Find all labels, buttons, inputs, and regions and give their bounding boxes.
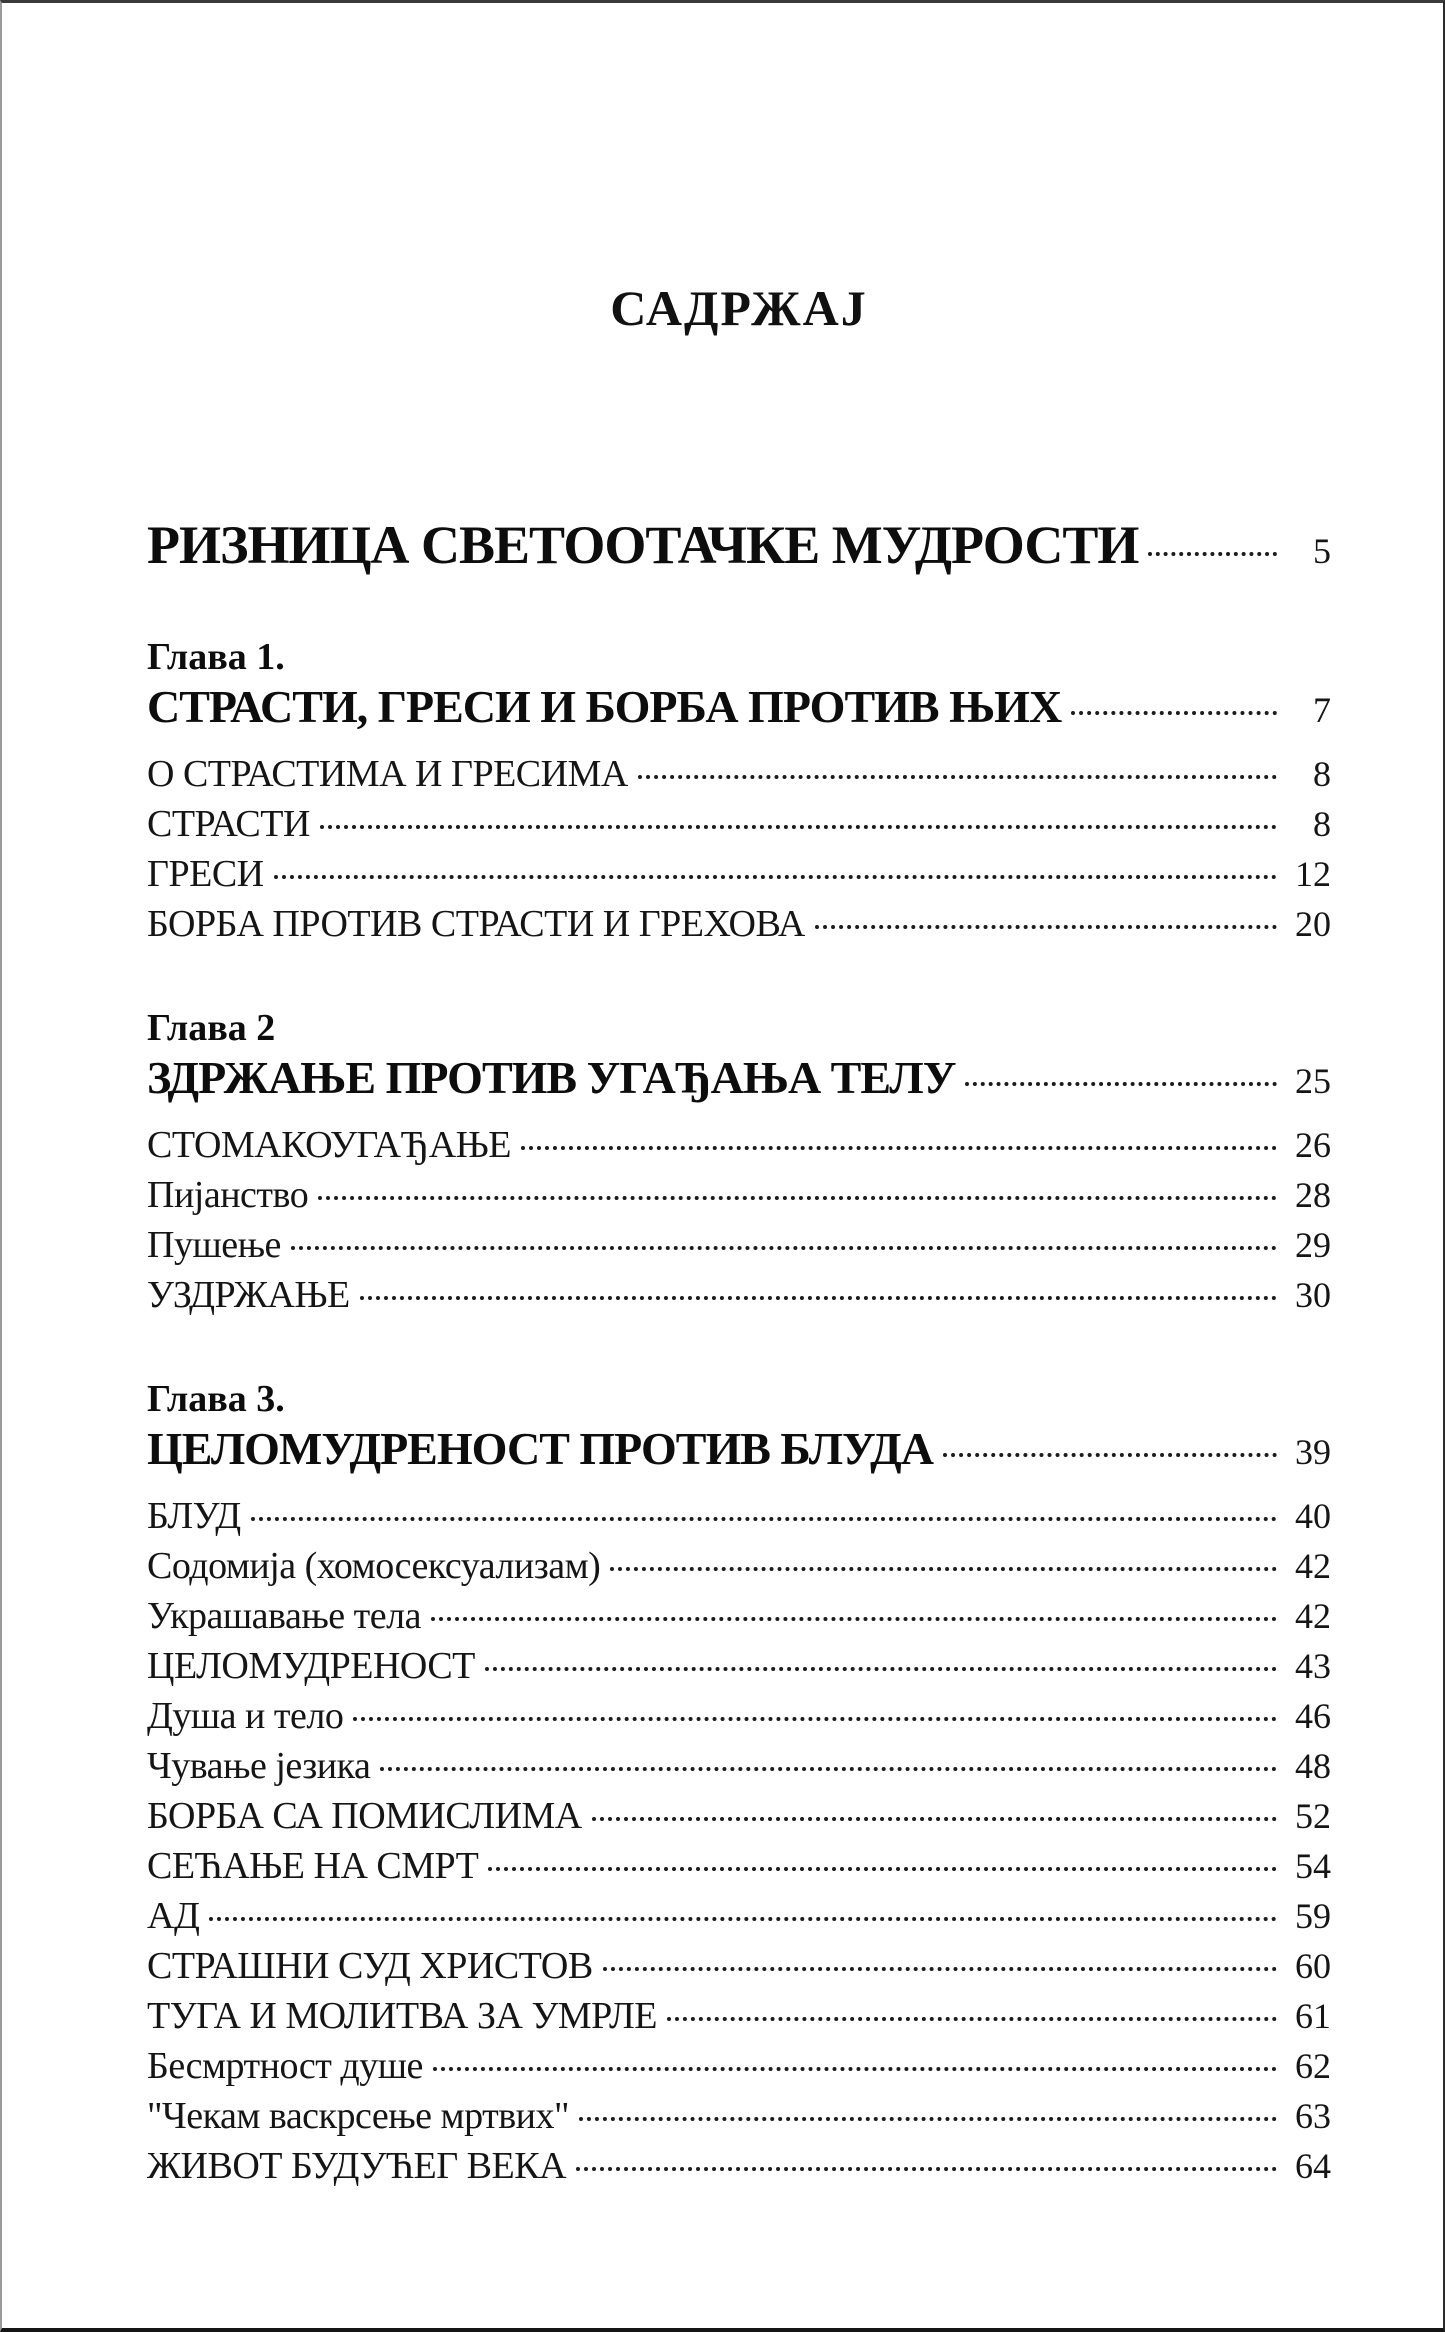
dot-leader (521, 1146, 1277, 1150)
toc-entry-page: 20 (1295, 904, 1331, 944)
dot-leader (610, 1567, 1277, 1571)
toc-entry-page: 8 (1313, 754, 1331, 794)
toc-entry (147, 1641, 1331, 1691)
dot-leader (579, 2117, 1277, 2121)
page-title: САДРЖАЈ (610, 280, 868, 336)
toc-entry-label: Пијанство (147, 1174, 309, 1216)
dot-leader (433, 2067, 1277, 2071)
chapter-3-title: ЦЕЛОМУДРЕНОСТ ПРОТИВ БЛУДА (147, 1423, 933, 1474)
dot-leader (603, 1967, 1277, 1971)
toc-entry-label: АД (147, 1895, 200, 1937)
toc-entry-page: 42 (1295, 1596, 1331, 1636)
dot-leader (488, 1867, 1277, 1871)
toc-entry-label: УЗДРЖАЊЕ (147, 1274, 350, 1316)
toc-entry (147, 1691, 1331, 1741)
toc-entry (147, 1170, 1331, 1220)
toc-entry-page: 64 (1295, 2146, 1331, 2186)
toc-entry-page: 42 (1295, 1546, 1331, 1586)
toc-entry-label: СТРАШНИ СУД ХРИСТОВ (147, 1945, 593, 1987)
toc-entry (147, 1891, 1331, 1941)
toc-root-page: 5 (1313, 531, 1331, 571)
toc-root-label: РИЗНИЦА СВЕТООТАЧКЕ МУДРОСТИ (147, 515, 1139, 575)
toc-entry (147, 1541, 1331, 1591)
dot-leader (320, 825, 1277, 829)
toc-entry-page: 43 (1295, 1646, 1331, 1686)
dot-leader (592, 1817, 1277, 1821)
dot-leader (667, 2017, 1277, 2021)
toc-entry (147, 1270, 1331, 1320)
dot-leader (638, 775, 1277, 779)
toc-entry-label: Чување језика (147, 1745, 371, 1787)
toc-entry (147, 899, 1331, 949)
dot-leader (1148, 552, 1277, 556)
chapter-3-label: Глава 3. (147, 1378, 285, 1420)
dot-leader (815, 925, 1277, 929)
dot-leader (251, 1517, 1277, 1521)
toc-entry-page: 63 (1295, 2096, 1331, 2136)
chapter-3-page: 39 (1295, 1432, 1331, 1472)
toc-entry-page: 30 (1295, 1275, 1331, 1315)
dot-leader (318, 1196, 1277, 1200)
dot-leader (1071, 711, 1277, 715)
dot-leader (965, 1082, 1277, 1086)
toc-entry-page: 46 (1295, 1696, 1331, 1736)
dot-leader (943, 1453, 1277, 1457)
chapter-3 (147, 1374, 1331, 2191)
chapter-1-title: СТРАСТИ, ГРЕСИ И БОРБА ПРОТИВ ЊИХ (147, 681, 1062, 732)
toc-entry-page: 48 (1295, 1746, 1331, 1786)
chapter-2-title-row (147, 1053, 1331, 1106)
toc-entry-label: ГРЕСИ (147, 853, 264, 895)
dot-leader (380, 1767, 1277, 1771)
toc-entry (147, 1841, 1331, 1891)
toc-entry (147, 1791, 1331, 1841)
toc-entry (147, 799, 1331, 849)
toc-entry (147, 1491, 1331, 1541)
toc-entry-page: 29 (1295, 1225, 1331, 1265)
toc-entry-label: Бесмртност душе (147, 2045, 423, 2087)
toc-entry-page: 61 (1295, 1996, 1331, 2036)
toc-entry-label: "Чекам васкрсење мртвих" (147, 2095, 569, 2137)
toc-entry-page: 40 (1295, 1496, 1331, 1536)
toc-entry (147, 1741, 1331, 1791)
dot-leader (360, 1296, 1277, 1300)
dot-leader (209, 1917, 1277, 1921)
toc-entry-page: 26 (1295, 1125, 1331, 1165)
toc-entry (147, 2041, 1331, 2091)
toc-entry-label: ЦЕЛОМУДРЕНОСТ (147, 1645, 475, 1687)
chapter-1 (147, 632, 1331, 949)
dot-leader (431, 1617, 1277, 1621)
toc-entry-label: СТОМАКОУГАЂАЊЕ (147, 1124, 511, 1166)
toc-entry-page: 54 (1295, 1846, 1331, 1886)
chapter-2-label: Глава 2 (147, 1007, 276, 1049)
toc-entry-label: ЖИВОТ БУДУЋЕГ ВЕКА (147, 2145, 567, 2187)
toc-entry (147, 1591, 1331, 1641)
chapter-1-title-row (147, 682, 1331, 735)
toc-entry-page: 28 (1295, 1175, 1331, 1215)
toc-entry-page: 59 (1295, 1896, 1331, 1936)
toc-entry-page: 8 (1313, 804, 1331, 844)
toc-entry-label: БОРБА ПРОТИВ СТРАСТИ И ГРЕХОВА (147, 903, 805, 945)
toc-entry-label: СТРАСТИ (147, 803, 310, 845)
chapter-2-page: 25 (1295, 1061, 1331, 1101)
toc-entry-label: СЕЋАЊЕ НА СМРТ (147, 1845, 479, 1887)
toc-entry-label: Украшавање тела (147, 1595, 421, 1637)
toc-entry-label: БОРБА СА ПОМИСЛИМА (147, 1795, 582, 1837)
toc-entry-page: 62 (1295, 2046, 1331, 2086)
toc-entry (147, 1120, 1331, 1170)
toc-entry (147, 1991, 1331, 2041)
toc-root-row (147, 515, 1331, 578)
toc-entry-label: О СТРАСТИМА И ГРЕСИМА (147, 753, 628, 795)
toc-entry (147, 2141, 1331, 2191)
toc-entry (147, 849, 1331, 899)
chapter-1-label: Глава 1. (147, 636, 285, 678)
toc-entry (147, 1941, 1331, 1991)
toc-entry (147, 749, 1331, 799)
dot-leader (353, 1717, 1277, 1721)
chapter-2 (147, 1003, 1331, 1320)
toc-entry-page: 12 (1295, 854, 1331, 894)
dot-leader (576, 2167, 1277, 2171)
toc-entry-label: Душа и тело (147, 1695, 344, 1737)
chapter-2-title: ЗДРЖАЊЕ ПРОТИВ УГАЂАЊА ТЕЛУ (147, 1052, 956, 1103)
toc-entry (147, 1220, 1331, 1270)
chapter-1-page: 7 (1313, 690, 1331, 730)
toc-entry-label: ТУГА И МОЛИТВА ЗА УМРЛЕ (147, 1995, 657, 2037)
chapter-3-title-row (147, 1424, 1331, 1477)
toc-entry-page: 52 (1295, 1796, 1331, 1836)
toc-entry (147, 2091, 1331, 2141)
toc-entry-label: БЛУД (147, 1495, 241, 1537)
dot-leader (485, 1667, 1277, 1671)
dot-leader (274, 875, 1277, 879)
toc-entry-label: Пушење (147, 1224, 281, 1266)
toc-entry-page: 60 (1295, 1946, 1331, 1986)
dot-leader (291, 1246, 1277, 1250)
toc-entry-label: Содомија (хомосексуализам) (147, 1545, 601, 1587)
